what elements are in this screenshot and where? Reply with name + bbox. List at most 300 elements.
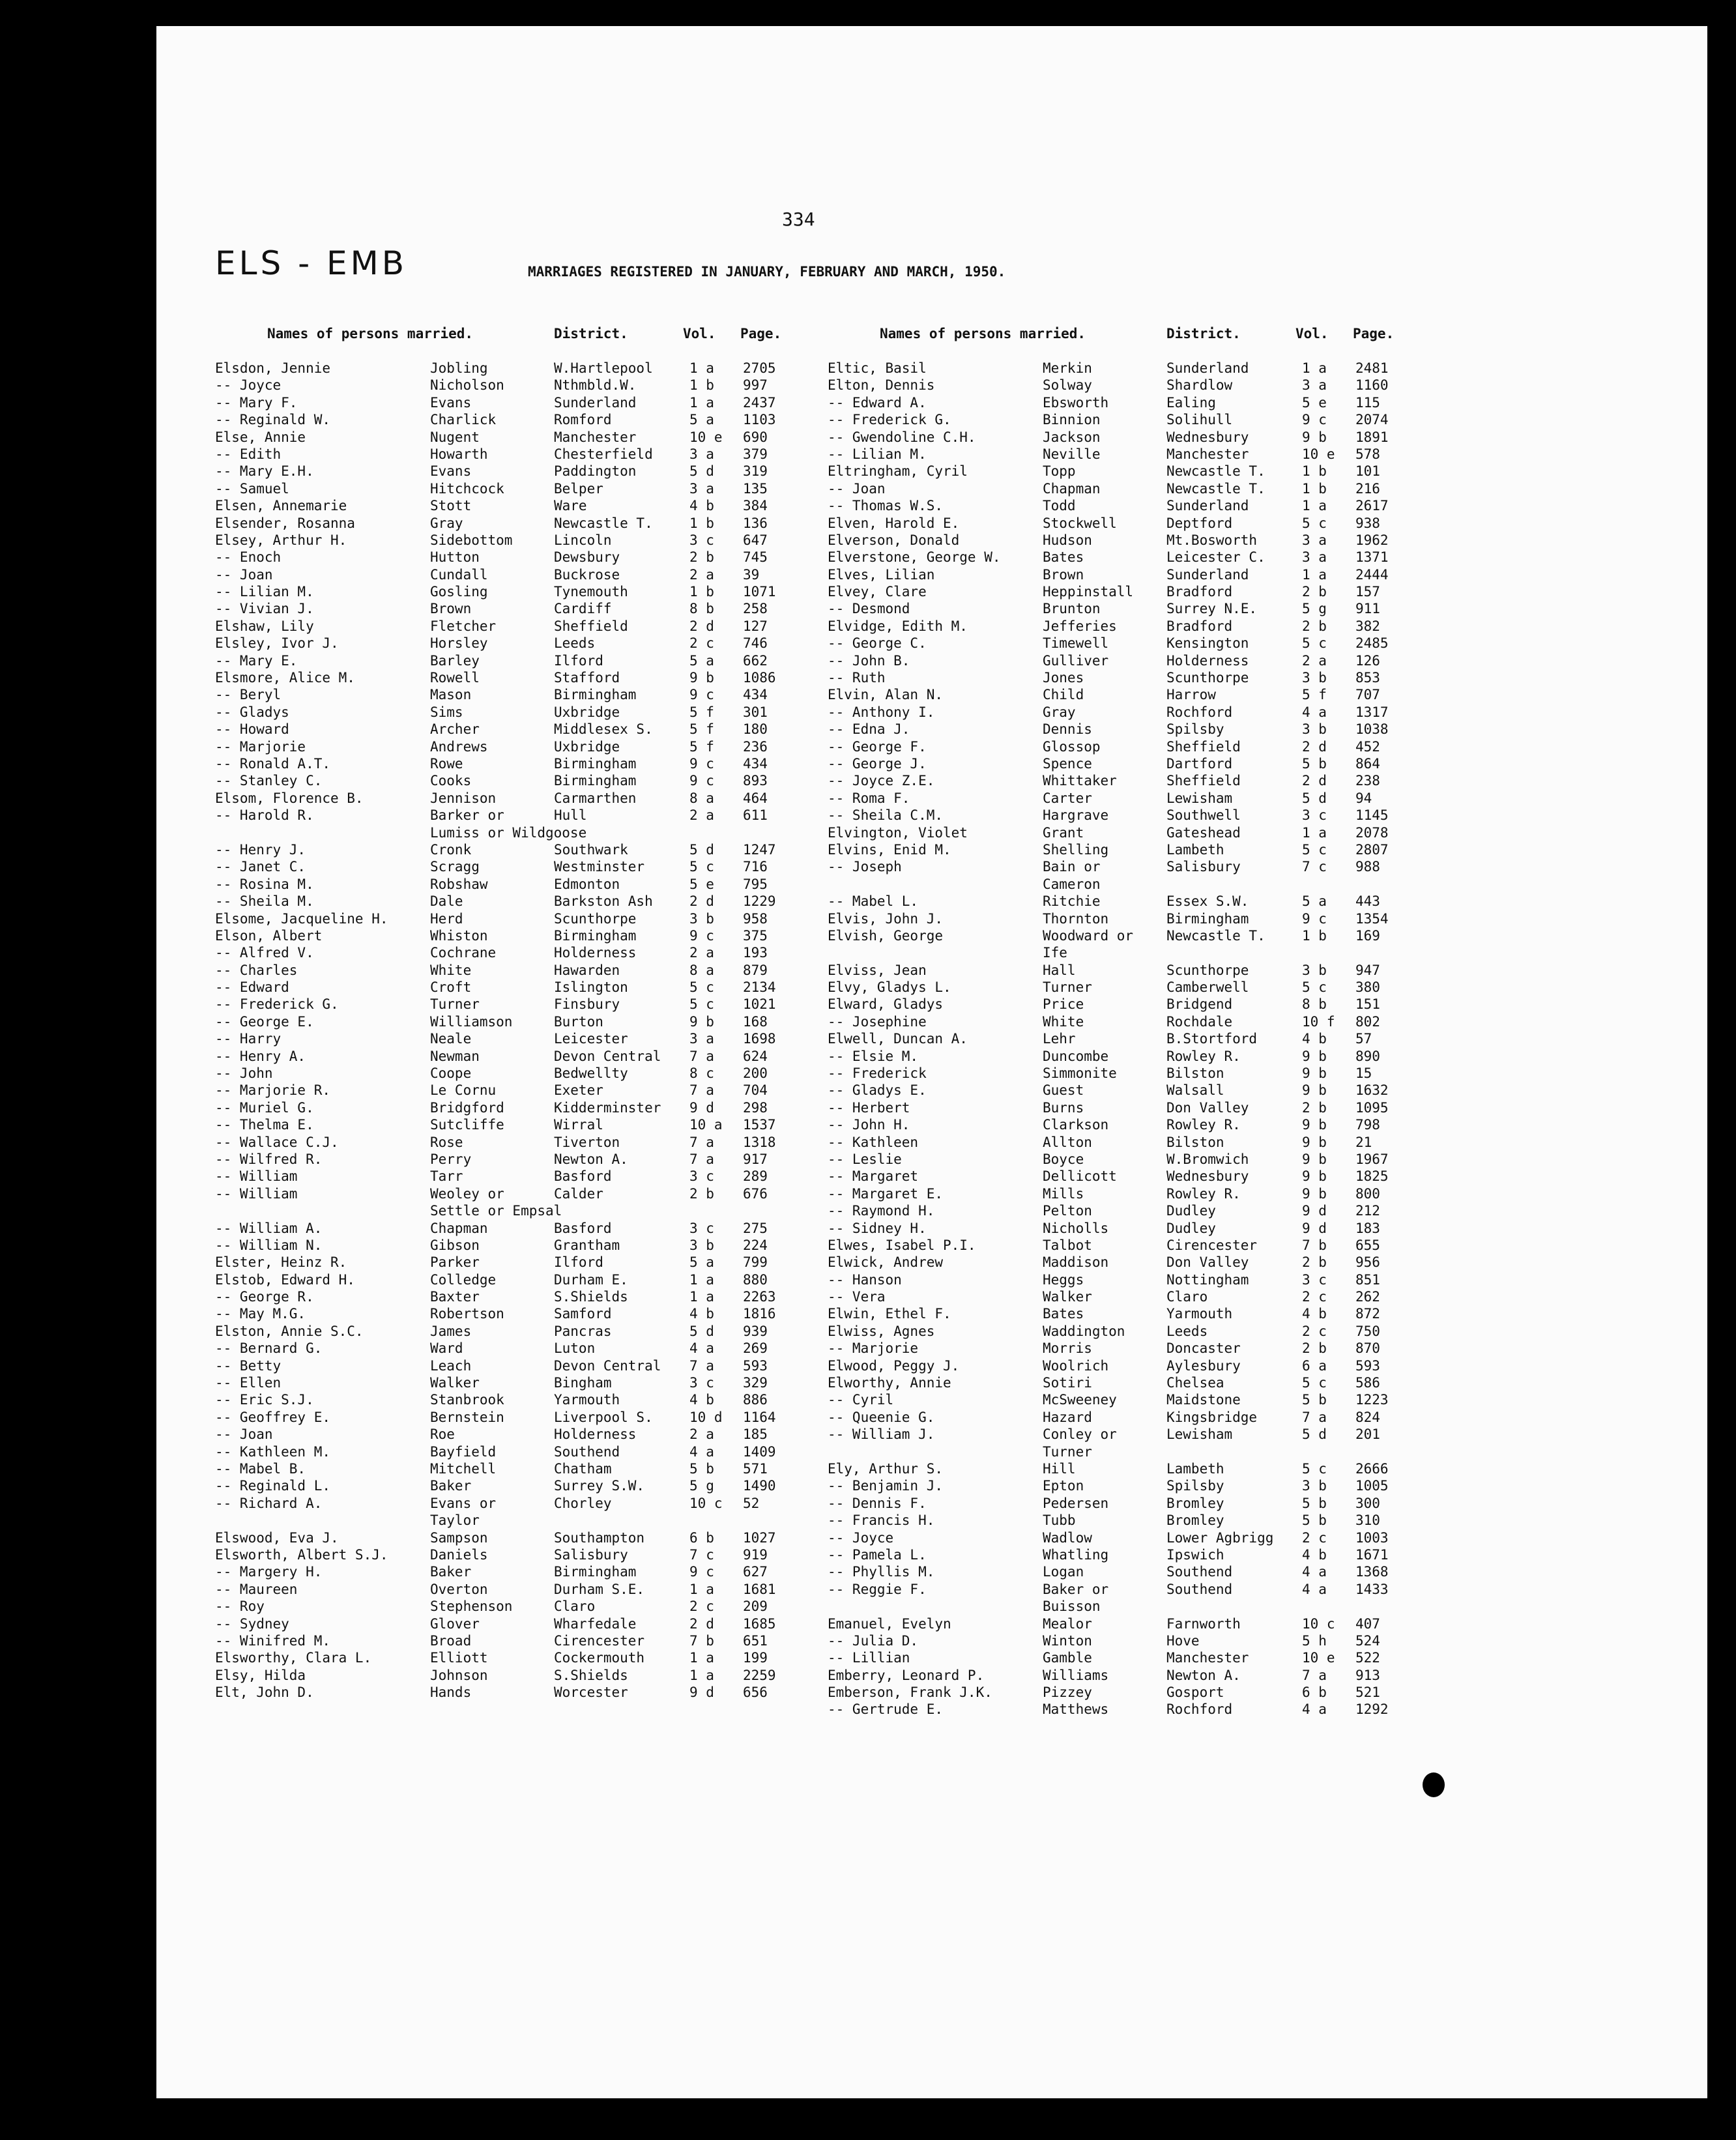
entry-page: 2705 (743, 360, 776, 376)
entry-name: -- Wilfred R. (215, 1151, 323, 1167)
entry-volume: 7 a (689, 1151, 714, 1167)
register-row (215, 360, 828, 377)
entry-page: 1317 (1355, 704, 1389, 720)
entry-spouse-surname: Duncombe (1043, 1048, 1109, 1064)
entry-page: 136 (743, 515, 768, 531)
entry-volume: 5 g (689, 1478, 714, 1494)
entry-district: Uxbridge (554, 738, 620, 755)
entry-volume: 3 b (1302, 962, 1327, 978)
entry-name: Elverstone, George W. (828, 549, 1001, 566)
entry-name: -- Marjorie (215, 738, 306, 755)
entry-spouse-surname: Robertson (430, 1306, 504, 1322)
entry-name: Elworthy, Annie (828, 1375, 951, 1391)
entry-name: -- Vera (828, 1289, 886, 1305)
register-row (215, 772, 828, 789)
entry-name: -- Frederick (828, 1065, 927, 1082)
entry-volume: 3 c (1302, 1271, 1327, 1288)
entry-name: -- John (215, 1065, 273, 1082)
register-row (215, 876, 828, 893)
header-page: Page. (1353, 326, 1395, 341)
entry-district: Tynemouth (554, 584, 628, 600)
entry-name: -- George F. (828, 738, 927, 755)
entry-district: Gateshead (1166, 824, 1241, 841)
entry-name: -- Joan (215, 1426, 273, 1443)
entry-district: Chorley (554, 1495, 612, 1511)
entry-name: -- Mary F. (215, 394, 298, 411)
entry-name: -- Beryl (215, 687, 282, 703)
entry-name: -- Edward (215, 979, 289, 996)
entry-volume: 1 a (1302, 824, 1327, 841)
entry-district: Basford (554, 1168, 612, 1185)
entry-district: Romford (554, 412, 612, 428)
entry-page: 1681 (743, 1581, 776, 1597)
entry-spouse-surname: Barker or (430, 807, 504, 824)
entry-name: Elsworth, Albert S.J. (215, 1546, 388, 1563)
entry-name: -- Betty (215, 1357, 282, 1374)
entry-name: -- Cyril (828, 1392, 894, 1408)
entry-volume: 2 b (1302, 1254, 1327, 1271)
right-column (828, 326, 1440, 1718)
register-row (215, 600, 828, 617)
entry-volume: 5 a (689, 1254, 714, 1271)
header-vol: Vol. (1295, 326, 1329, 341)
entry-volume: 7 a (689, 1134, 714, 1150)
entry-spouse-surname: Chapman (430, 1220, 488, 1236)
entry-page: 1095 (1355, 1099, 1389, 1116)
entry-spouse-surname: Topp (1043, 463, 1076, 480)
entry-district: Claro (554, 1598, 596, 1615)
entry-district: Calder (554, 1185, 603, 1202)
entry-name: Else, Annie (215, 429, 306, 445)
entry-volume: 8 c (689, 1065, 714, 1082)
register-row (215, 1460, 828, 1477)
entry-spouse-surname: Evans or (430, 1495, 497, 1511)
entry-spouse-surname: Pedersen (1043, 1495, 1109, 1511)
register-row (215, 566, 828, 583)
entry-page: 443 (1355, 893, 1380, 910)
register-row (215, 1185, 828, 1202)
entry-name: Elt, John D. (215, 1685, 314, 1701)
entry-spouse-surname: Whatling (1043, 1546, 1109, 1563)
register-row (215, 1443, 828, 1460)
entry-spouse-surname: Price (1043, 996, 1084, 1013)
entry-spouse-surname: Hitchcock (430, 480, 504, 497)
entry-volume: 2 c (689, 1598, 714, 1615)
register-row (828, 1667, 1440, 1684)
entry-district: Durham E. (554, 1271, 628, 1288)
register-row (215, 1357, 828, 1374)
entry-page: 627 (743, 1564, 768, 1580)
entry-district: Southwell (1166, 807, 1241, 824)
entry-spouse-surname: Elliott (430, 1650, 488, 1666)
entry-spouse-surname: Bayfield (430, 1443, 497, 1460)
register-row (828, 962, 1440, 979)
header-names: Names of persons married. (267, 326, 474, 341)
register-row (215, 1409, 828, 1426)
entry-name: -- Mabel B. (215, 1461, 306, 1477)
entry-spouse-surname: Bain or (1043, 859, 1101, 875)
entry-spouse-surname: Pelton (1043, 1203, 1092, 1219)
register-row (828, 1581, 1440, 1598)
entry-name: -- Thelma E. (215, 1117, 314, 1133)
entry-name: -- Sheila M. (215, 893, 314, 910)
entry-volume: 1 a (689, 1650, 714, 1666)
entry-district: Gosport (1166, 1685, 1224, 1701)
entry-volume: 5 g (1302, 601, 1327, 617)
register-row (828, 772, 1440, 789)
entry-volume: 4 a (1302, 1581, 1327, 1597)
entry-page: 2078 (1355, 824, 1389, 841)
entry-volume: 8 a (689, 790, 714, 806)
entry-spouse-surname: Neale (430, 1031, 472, 1047)
register-row (215, 858, 828, 875)
register-row (828, 497, 1440, 514)
entry-name: -- Lilian M. (215, 584, 314, 600)
entry-volume: 2 d (689, 893, 714, 910)
entry-page: 157 (1355, 584, 1380, 600)
entry-spouse-surname: Buisson (1043, 1598, 1101, 1615)
entry-name: Elwiss, Agnes (828, 1323, 935, 1339)
entry-volume: 1 a (1302, 360, 1327, 376)
entry-spouse-surname: Cundall (430, 566, 488, 583)
entry-page: 1038 (1355, 721, 1389, 738)
entry-name: -- Pamela L. (828, 1546, 927, 1563)
register-row (215, 790, 828, 807)
entry-volume: 5 c (1302, 515, 1327, 531)
entry-spouse-surname: Whiston (430, 927, 488, 944)
entry-district: Bromley (1166, 1495, 1224, 1511)
register-row (828, 1082, 1440, 1099)
entry-volume: 9 b (1302, 1185, 1327, 1202)
entry-spouse-surname: Barley (430, 652, 480, 669)
register-row (828, 686, 1440, 703)
entry-volume: 3 b (689, 1237, 714, 1253)
register-row (215, 394, 828, 411)
entry-spouse-surname: Roe (430, 1426, 455, 1443)
entry-name: -- Charles (215, 962, 298, 978)
entry-name: Elsmore, Alice M. (215, 670, 355, 686)
entry-district: Bridgend (1166, 996, 1233, 1013)
entry-name: -- Gladys (215, 704, 289, 720)
entry-district: Lambeth (1166, 841, 1224, 858)
entry-page: 101 (1355, 463, 1380, 480)
register-row (215, 1220, 828, 1237)
entry-spouse-surname: Jackson (1043, 429, 1101, 445)
entry-name: Elsom, Florence B. (215, 790, 364, 806)
entry-page: 2666 (1355, 1461, 1389, 1477)
register-row (828, 1649, 1440, 1666)
entry-spouse-surname: Guest (1043, 1082, 1084, 1099)
entry-name: Elwin, Ethel F. (828, 1306, 951, 1322)
entry-page: 864 (1355, 755, 1380, 772)
entry-district: Bilston (1166, 1065, 1224, 1082)
entry-spouse-surname: Horsley (430, 635, 488, 652)
entry-volume: 9 c (1302, 412, 1327, 428)
entry-district: Southend (554, 1443, 620, 1460)
entry-district: Wednesbury (1166, 429, 1249, 445)
register-row (215, 480, 828, 497)
entry-district: Sheffield (554, 618, 628, 634)
register-row (828, 944, 1440, 961)
entry-district: Yarmouth (554, 1392, 620, 1408)
entry-page: 384 (743, 498, 768, 514)
entry-page: 201 (1355, 1426, 1380, 1443)
entry-district: Birmingham (554, 755, 637, 772)
register-row (215, 652, 828, 669)
entry-name: -- Edna J. (828, 721, 910, 738)
entry-page: 262 (1355, 1289, 1380, 1305)
register-row (215, 979, 828, 996)
entry-name: -- Howard (215, 721, 289, 738)
entry-volume: 5 d (689, 1323, 714, 1339)
entry-name: -- John H. (828, 1117, 910, 1133)
register-row (215, 704, 828, 721)
entry-name: Elven, Harold E. (828, 515, 960, 531)
entry-district: Manchester (554, 429, 637, 445)
entry-name: -- George R. (215, 1289, 314, 1305)
entry-spouse-surname: Ward (430, 1340, 463, 1357)
entry-district: Leicester (554, 1031, 628, 1047)
register-row (215, 618, 828, 635)
register-row (828, 1013, 1440, 1030)
entry-page: 690 (743, 429, 768, 445)
entry-name: -- Elsie M. (828, 1048, 919, 1064)
register-row (215, 532, 828, 549)
entry-spouse-surname: Sampson (430, 1529, 488, 1546)
entry-volume: 1 a (1302, 498, 1327, 514)
entry-spouse-surname: Timewell (1043, 635, 1109, 652)
entry-name: -- Ronald A.T. (215, 755, 331, 772)
entry-spouse-surname: Maddison (1043, 1254, 1109, 1271)
entry-district: Newcastle T. (1166, 463, 1266, 480)
entry-district: Camberwell (1166, 979, 1249, 996)
entry-page: 571 (743, 1461, 768, 1477)
entry-volume: 9 b (1302, 1117, 1327, 1133)
entry-district: Surrey N.E. (1166, 601, 1258, 617)
entry-page: 310 (1355, 1512, 1380, 1529)
entry-district: Bilston (1166, 1134, 1224, 1150)
entry-volume: 4 a (1302, 1564, 1327, 1580)
entry-volume: 5 b (1302, 1392, 1327, 1408)
entry-name: -- Harry (215, 1031, 282, 1047)
entry-volume: 2 d (689, 618, 714, 634)
entry-volume: 3 c (689, 1168, 714, 1185)
entry-district: Bromley (1166, 1512, 1224, 1529)
entry-district: Rochford (1166, 704, 1233, 720)
entry-district: Leicester C. (1166, 549, 1266, 566)
entry-district: Lewisham (1166, 1426, 1233, 1443)
entry-spouse-surname: Andrews (430, 738, 488, 755)
entry-page: 524 (1355, 1632, 1380, 1649)
entry-volume: 7 b (1302, 1237, 1327, 1253)
entry-district: Shardlow (1166, 377, 1233, 394)
entry-page: 586 (1355, 1375, 1380, 1391)
entry-district: Salisbury (554, 1546, 628, 1563)
entry-page: 275 (743, 1220, 768, 1236)
register-row (215, 429, 828, 446)
entry-spouse-surname: Chapman (1043, 480, 1101, 497)
entry-page: 180 (743, 721, 768, 738)
entry-name: -- John B. (828, 652, 910, 669)
register-row (828, 394, 1440, 411)
register-row (828, 790, 1440, 807)
entry-spouse-surname: Shelling (1043, 841, 1109, 858)
entry-spouse-surname: Dale (430, 893, 463, 910)
entry-page: 21 (1355, 1134, 1372, 1150)
entry-district: Bingham (554, 1375, 612, 1391)
entry-name: -- Margaret E. (828, 1185, 944, 1202)
register-row (828, 1374, 1440, 1391)
entry-volume: 1 a (689, 394, 714, 411)
entry-spouse-surname: Jobling (430, 360, 488, 376)
entry-volume: 9 c (689, 773, 714, 789)
entry-district: Don Valley (1166, 1254, 1249, 1271)
register-row (828, 1563, 1440, 1580)
entry-volume: 5 d (689, 463, 714, 480)
entry-spouse-surname: Hargrave (1043, 807, 1109, 824)
entry-volume: 3 a (1302, 377, 1327, 394)
register-row (828, 1477, 1440, 1494)
register-row (215, 1254, 828, 1271)
entry-district: Lewisham (1166, 790, 1233, 806)
entry-district: Holderness (1166, 652, 1249, 669)
entry-district: Wednesbury (1166, 1168, 1249, 1185)
entry-district: Worcester (554, 1685, 628, 1701)
entry-spouse-surname: Walker (430, 1375, 480, 1391)
entry-name: -- Joan (215, 566, 273, 583)
register-row (215, 1477, 828, 1494)
entry-name: Elster, Heinz R. (215, 1254, 347, 1271)
register-row (828, 1048, 1440, 1065)
entry-volume: 2 b (1302, 1340, 1327, 1357)
register-row (828, 1357, 1440, 1374)
entry-district: Wirral (554, 1117, 603, 1133)
register-row (215, 497, 828, 514)
entry-page: 593 (1355, 1357, 1380, 1374)
page-number: 334 (782, 209, 815, 230)
entry-district: Burton (554, 1013, 603, 1030)
entry-name: Elsen, Annemarie (215, 498, 347, 514)
entry-volume: 2 a (689, 945, 714, 961)
entry-volume: 5 b (1302, 755, 1327, 772)
register-row (215, 1048, 828, 1065)
entry-page: 750 (1355, 1323, 1380, 1339)
register-row (828, 1202, 1440, 1219)
entry-name: Elverson, Donald (828, 532, 960, 548)
entry-page: 1962 (1355, 532, 1389, 548)
entry-spouse-surname: Brown (1043, 566, 1084, 583)
entry-district: Rowley R. (1166, 1117, 1241, 1133)
entry-district: Exeter (554, 1082, 603, 1099)
entry-district: Harrow (1166, 687, 1216, 703)
entry-name: -- Herbert (828, 1099, 910, 1116)
entry-page: 802 (1355, 1013, 1380, 1030)
entry-volume: 10 a (689, 1117, 723, 1133)
entry-name: -- Queenie G. (828, 1409, 935, 1425)
register-row (828, 1168, 1440, 1185)
entry-district: Sheffield (1166, 738, 1241, 755)
entry-volume: 1 a (689, 1667, 714, 1683)
entry-volume: 9 c (1302, 910, 1327, 927)
left-entries (215, 360, 828, 1701)
entry-volume: 5 h (1302, 1632, 1327, 1649)
entry-volume: 5 c (1302, 841, 1327, 858)
entry-page: 452 (1355, 738, 1380, 755)
entry-spouse-surname: Stephenson (430, 1598, 513, 1615)
entry-page: 939 (743, 1323, 768, 1339)
entry-district: Scunthorpe (554, 910, 637, 927)
entry-district: Walsall (1166, 1082, 1224, 1099)
entry-district: Bradford (1166, 618, 1233, 634)
entry-spouse-surname: Thornton (1043, 910, 1109, 927)
entry-name: -- Enoch (215, 549, 282, 566)
entry-volume: 9 b (1302, 1134, 1327, 1150)
register-row (215, 686, 828, 703)
register-row (215, 1529, 828, 1546)
entry-name: -- Benjamin J. (828, 1478, 944, 1494)
entry-page: 375 (743, 927, 768, 944)
entry-spouse-surname: Simmonite (1043, 1065, 1117, 1082)
register-row (215, 1151, 828, 1168)
entry-name: -- Edith (215, 446, 282, 462)
entry-volume: 4 a (1302, 1701, 1327, 1718)
entry-district: Nottingham (1166, 1271, 1249, 1288)
entry-page: 2074 (1355, 412, 1389, 428)
register-row (215, 411, 828, 428)
entry-page: 958 (743, 910, 768, 927)
register-row (828, 721, 1440, 738)
entry-spouse-surname: Whittaker (1043, 773, 1117, 789)
entry-spouse-surname: Ritchie (1043, 893, 1101, 910)
entry-page: 651 (743, 1632, 768, 1649)
entry-spouse-surname: Turner (1043, 1443, 1092, 1460)
entry-name: -- Lilian M. (828, 446, 927, 462)
entry-page: 716 (743, 859, 768, 875)
entry-spouse-surname: Solway (1043, 377, 1092, 394)
register-row (828, 429, 1440, 446)
entry-district: Ilford (554, 652, 603, 669)
entry-spouse-surname: James (430, 1323, 472, 1339)
entry-spouse-surname: Fletcher (430, 618, 497, 634)
entry-spouse-surname: Evans (430, 463, 472, 480)
entry-spouse-surname: Waddington (1043, 1323, 1125, 1339)
entry-name: Emberry, Leonard P. (828, 1667, 985, 1683)
entry-district: Essex S.W. (1166, 893, 1249, 910)
entry-district: Birmingham (554, 687, 637, 703)
register-row (828, 755, 1440, 772)
register-row (828, 1134, 1440, 1151)
entry-district: Claro (1166, 1289, 1208, 1305)
header-names: Names of persons married. (880, 326, 1086, 341)
entry-name: -- Joyce (828, 1529, 894, 1546)
entry-name: Eltic, Basil (828, 360, 927, 376)
entry-spouse-surname: Hall (1043, 962, 1076, 978)
entry-volume: 7 c (1302, 859, 1327, 875)
entry-spouse-surname: Woolrich (1043, 1357, 1109, 1374)
entry-volume: 9 b (1302, 429, 1327, 445)
entry-name: -- Harold R. (215, 807, 314, 824)
entry-page: 185 (743, 1426, 768, 1443)
register-row (828, 635, 1440, 652)
entry-page: 676 (743, 1185, 768, 1202)
entry-volume: 8 b (1302, 996, 1327, 1013)
entry-district: Cirencester (554, 1632, 645, 1649)
entry-district: Lincoln (554, 532, 612, 548)
entry-spouse-surname: Bernstein (430, 1409, 504, 1425)
entry-spouse-surname: Heppinstall (1043, 584, 1134, 600)
entry-district: Edmonton (554, 876, 620, 892)
entry-district: Leeds (554, 635, 596, 652)
